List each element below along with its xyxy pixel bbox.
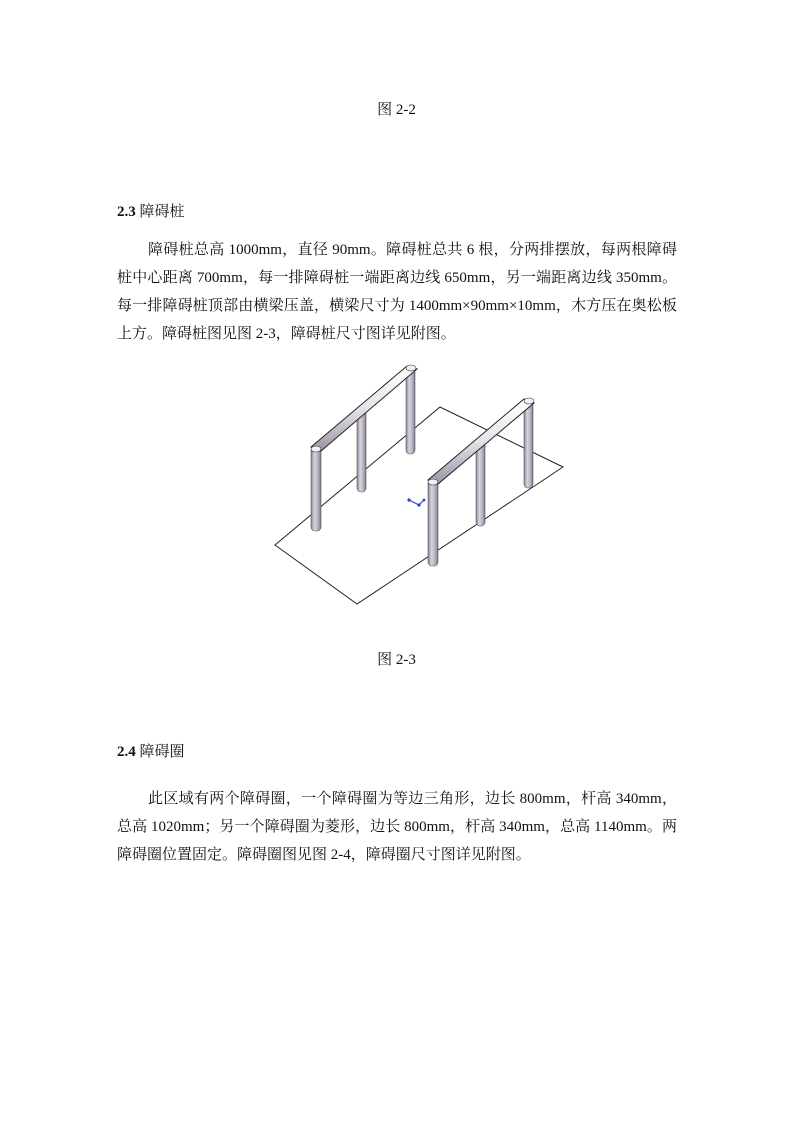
section-2-4-heading [117,742,185,762]
section-title: 障碍桩 [139,204,185,220]
figure-2-3-caption: 图 2-3 [377,652,416,668]
section-title: 障碍圈 [139,744,185,760]
section-2-3-heading [117,202,185,222]
figure-2-2-caption: 图 2-2 [377,102,416,118]
section-number: 2.4 [117,744,136,760]
figure-2-3-obstacle-posts [260,355,580,615]
section-2-3-paragraph: 障碍桩总高 1000mm，直径 90mm。障碍桩总共 6 根，分两排摆放，每两根障碍桩中心距离 700mm，每一排障碍桩一端距离边线 650mm，另一端距离边线 350mm。每一排障碍桩顶部由横梁压盖，横梁尺寸为 1400mm×90mm×10mm，木方压在奥松板上方。障碍桩图见图 2-3，障碍桩尺寸图详见附图。 [117,242,677,342]
obstacle-posts-illustration [260,355,580,615]
section-number: 2.3 [117,204,136,220]
section-2-4-paragraph: 此区域有两个障碍圈，一个障碍圈为等边三角形，边长 800mm，杆高 340mm，总高 1020mm；另一个障碍圈为菱形，边长 800mm，杆高 340mm，总高 1140mm。两障碍圈位置固定。障碍圈图见图 2-4，障碍圈尺寸图详见附图。 [117,791,677,863]
